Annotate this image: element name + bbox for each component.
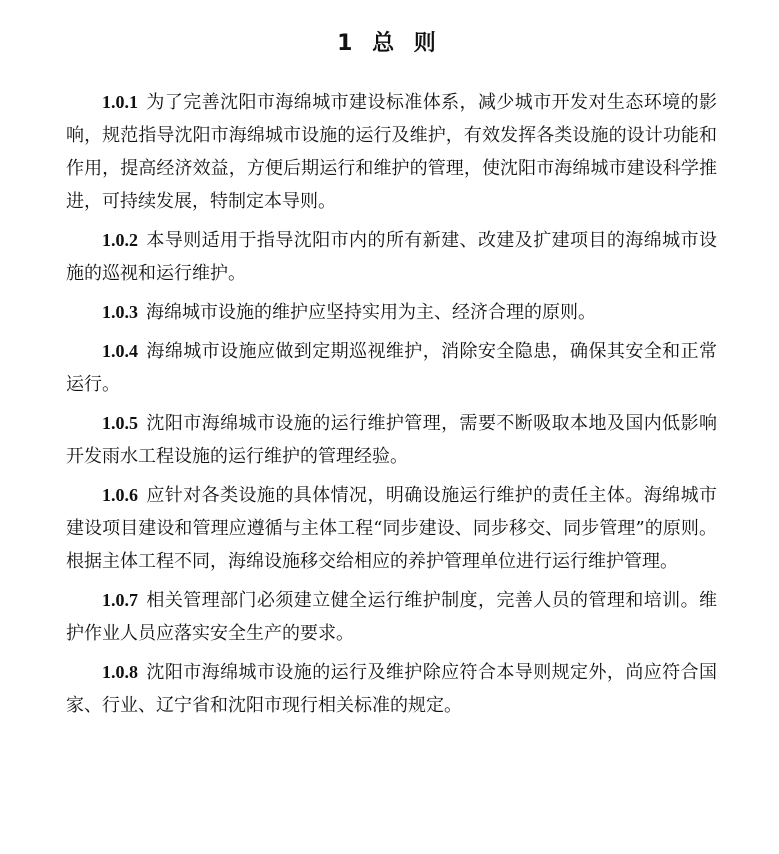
clause-1-0-1 xyxy=(66,86,717,218)
clause-number: 1.0.7 xyxy=(102,590,138,610)
clause-1-0-4 xyxy=(66,335,717,401)
clause-number: 1.0.4 xyxy=(102,341,138,361)
clause-number: 1.0.3 xyxy=(102,302,138,322)
clause-text: 本导则适用于指导沈阳市内的所有新建、改建及扩建项目的海绵城市设施的巡视和运行维护。 xyxy=(66,230,717,284)
clause-text: 为了完善沈阳市海绵城市建设标准体系，减少城市开发对生态环境的影响，规范指导沈阳市海绵城市设施的运行及维护，有效发挥各类设施的设计功能和作用，提高经济效益，方便后期运行和维护的管理，使沈阳市海绵城市建设科学推进，可持续发展，特制定本导则。 xyxy=(66,92,717,212)
clause-1-0-2 xyxy=(66,224,717,290)
clause-text: 海绵城市设施应做到定期巡视维护，消除安全隐患，确保其安全和正常运行。 xyxy=(66,341,717,395)
clause-number: 1.0.1 xyxy=(102,92,138,112)
clause-1-0-6 xyxy=(66,479,717,578)
document-body xyxy=(66,86,717,728)
clause-text: 应针对各类设施的具体情况，明确设施运行维护的责任主体。海绵城市建设项目建设和管理应遵循与主体工程“同步建设、同步移交、同步管理”的原则。根据主体工程不同，海绵设施移交给相应的养护管理单位进行运行维护管理。 xyxy=(66,485,717,572)
clause-number: 1.0.5 xyxy=(102,413,138,433)
clause-1-0-8 xyxy=(66,656,717,722)
clause-1-0-5 xyxy=(66,407,717,473)
clause-1-0-7 xyxy=(66,584,717,650)
clause-text: 海绵城市设施的维护应坚持实用为主、经济合理的原则。 xyxy=(146,302,596,323)
clause-1-0-3 xyxy=(66,296,717,329)
clause-number: 1.0.2 xyxy=(102,230,138,250)
clause-text: 相关管理部门必须建立健全运行维护制度，完善人员的管理和培训。维护作业人员应落实安全生产的要求。 xyxy=(66,590,717,644)
clause-text: 沈阳市海绵城市设施的运行维护管理，需要不断吸取本地及国内低影响开发雨水工程设施的运行维护的管理经验。 xyxy=(66,413,717,467)
clause-text: 沈阳市海绵城市设施的运行及维护除应符合本导则规定外，尚应符合国家、行业、辽宁省和沈阳市现行相关标准的规定。 xyxy=(66,662,717,716)
chapter-title: 1 总 则 xyxy=(337,31,442,56)
clause-number: 1.0.8 xyxy=(102,662,138,682)
clause-number: 1.0.6 xyxy=(102,485,138,505)
